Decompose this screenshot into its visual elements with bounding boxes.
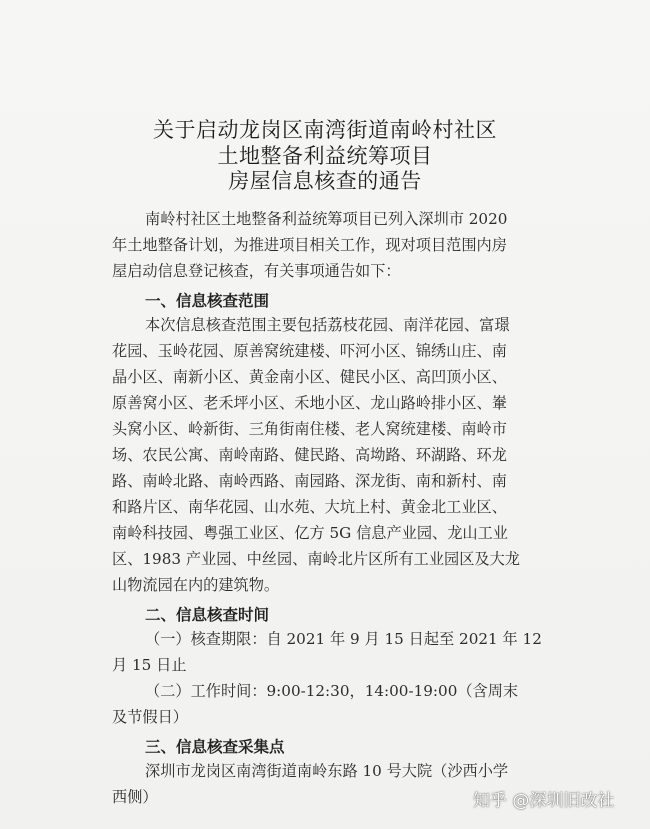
section-1-heading: 一、信息核查范围: [145, 292, 270, 310]
section-2-line: （二）工作时间：9:00-12:30，14:00-19:00（含周末: [145, 682, 519, 700]
section-3-heading: 三、信息核查采集点: [145, 738, 285, 756]
section-2-line: 月 15 日止: [112, 656, 187, 674]
section-1-line: 晶小区、南新小区、黄金南小区、健民小区、高凹顶小区、: [112, 368, 507, 386]
section-1-line: 原善窝小区、老禾坪小区、禾地小区、龙山路岭排小区、輋: [112, 394, 507, 412]
intro-line: 屋启动信息登记核查，有关事项通告如下：: [112, 262, 401, 280]
section-3-line: 西侧）: [112, 788, 158, 806]
watermark: 知乎 @深圳旧改社: [473, 791, 615, 811]
section-1-line: 区、1983 产业园、中丝园、南岭北片区所有工业园区及大龙: [112, 550, 520, 568]
section-1-line: 场、农民公寓、南岭南路、健民路、高坳路、环湖路、环龙: [112, 446, 507, 464]
section-1-line: 花园、玉岭花园、原善窝统建楼、吓河小区、锦绣山庄、南: [112, 342, 507, 360]
section-1-line: 和路片区、南华花园、山水苑、大坑上村、黄金北工业区、: [112, 498, 507, 516]
notice-title-line-1: 关于启动龙岗区南湾街道南岭村社区: [153, 118, 497, 142]
notice-title-line-2: 土地整备利益统筹项目: [217, 144, 433, 168]
section-1-line: 路、南岭北路、南岭西路、南园路、深龙街、南和新村、南: [112, 472, 507, 490]
section-1-line: 头窝小区、岭新街、三角街南住楼、老人窝统建楼、南岭市: [112, 420, 507, 438]
section-2-line: （一）核查期限：自 2021 年 9 月 15 日起至 2021 年 12: [145, 630, 542, 648]
intro-line: 南岭村社区土地整备利益统筹项目已列入深圳市 2020: [145, 210, 508, 228]
section-3-line: 深圳市龙岗区南湾街道南岭东路 10 号大院（沙西小学: [145, 762, 509, 780]
section-1-line: 本次信息核查范围主要包括荔枝花园、南洋花园、富璟: [145, 316, 510, 334]
section-1-line: 南岭科技园、粤强工业区、亿方 5G 信息产业园、龙山工业: [112, 524, 508, 542]
section-2-line: 及节假日）: [112, 708, 188, 726]
section-1-line: 山物流园在内的建筑物。: [112, 576, 280, 594]
notice-title-line-3: 房屋信息核查的通告: [228, 169, 422, 193]
section-2-heading: 二、信息核查时间: [145, 606, 270, 624]
intro-line: 年土地整备计划，为推进项目相关工作，现对项目范围内房: [112, 236, 507, 254]
